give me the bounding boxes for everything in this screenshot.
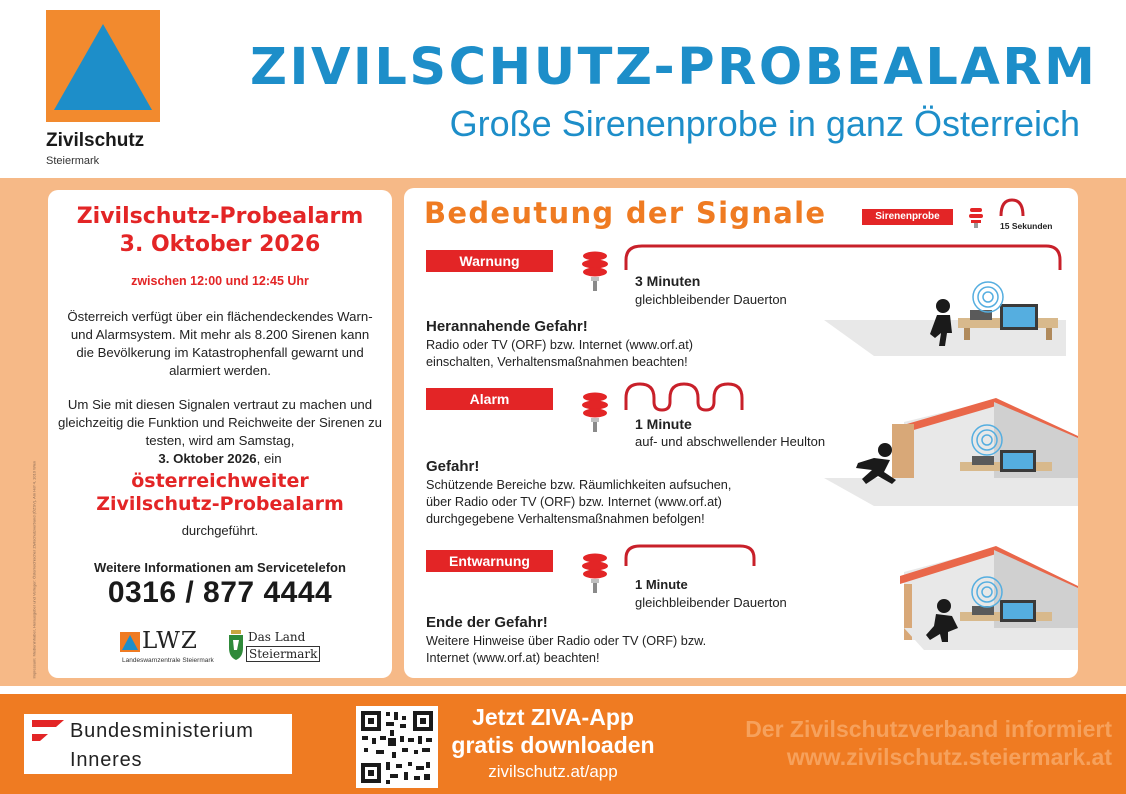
highlight-line-2: Zivilschutz-Probealarm [96, 493, 344, 515]
blue-triangle-icon [54, 24, 152, 110]
service-label: Weitere Informationen am Servicetelefon [94, 560, 346, 575]
warnung-heading: Herannahende Gefahr! [426, 318, 588, 335]
qr-code-icon [356, 706, 438, 788]
lwz-logo [120, 626, 220, 670]
entwarnung-siren-icon [582, 554, 608, 594]
alarm-desc-1: Schützende Bereiche bzw. Räumlichkeiten aufsuchen, [426, 478, 732, 492]
card-paragraph-2 [56, 396, 384, 468]
alarm-desc-3: durchgegebene Verhaltensmaßnahmen befolgen! [426, 512, 705, 526]
entwarnung-duration: 1 Minute [635, 577, 688, 592]
entwarnung-desc-2: Internet (www.orf.at) beachten! [426, 651, 600, 665]
association-url[interactable]: www.zivilschutz.steiermark.at [786, 744, 1112, 770]
entwarnung-tone: gleichbleibender Dauerton [635, 595, 787, 610]
ministry-line-2: Inneres [70, 749, 143, 771]
warnung-signal-curve [626, 246, 1060, 270]
alarm-label: Alarm [426, 388, 553, 410]
test-duration: 15 Sekunden [1000, 221, 1053, 231]
signals-card [404, 188, 1078, 678]
test-label: Sirenenprobe [862, 209, 953, 225]
qr-code[interactable] [356, 706, 438, 788]
alarm-desc-2: über Radio oder TV (ORF) bzw. Internet (www.orf.at) [426, 495, 722, 509]
card-paragraph-1: Österreich verfügt über ein flächendeckendes Warn- und Alarmsystem. Mit mehr als 8.200 Sirenen kann die Bevölkerung im Katastrophenfall gewarnt und alarmiert werden. [67, 309, 373, 378]
app-line-1: Jetzt ZIVA-App [472, 704, 634, 730]
warnung-desc-2: einschalten, Verhaltensmaßnahmen beachten! [426, 355, 688, 369]
imprint-text: Impressum: Medieninhaber, Herausgeber und Verleger: Österreichischer Zivilschutzverband (ÖZSV), Am Hof 4, 1010 Wien [31, 460, 37, 679]
steiermark-logo [228, 630, 318, 666]
alarm-house-illustration [824, 398, 1078, 506]
ministry-logo [24, 714, 292, 774]
page-title: ZIVILSCHUTZ-PROBEALARM [250, 38, 1098, 97]
page-subtitle: Große Sirenenprobe in ganz Österreich [449, 103, 1080, 144]
signals-title: Bedeutung der Signale [424, 196, 827, 230]
alarm-siren-icon [582, 393, 608, 433]
steiermark-crest-icon [228, 630, 244, 660]
entwarnung-house-illustration [900, 546, 1078, 650]
alarm-signal-wave [626, 384, 742, 410]
warnung-duration: 3 Minuten [635, 273, 701, 289]
entwarnung-desc-1: Weitere Hinweise über Radio oder TV (ORF) bzw. [426, 634, 707, 648]
logo-region: Steiermark [46, 155, 100, 167]
logo-name: Zivilschutz [46, 130, 145, 151]
entwarnung-label: Entwarnung [426, 550, 553, 572]
zivilschutz-logo [46, 10, 160, 122]
imprint [30, 400, 38, 680]
ministry-line-1: Bundesministerium [70, 720, 254, 742]
service-phone: 0316 / 877 4444 [107, 576, 333, 609]
association-info: Der Zivilschutzverband informiert [745, 716, 1112, 742]
card-title: Zivilschutz-Probealarm [76, 204, 364, 229]
highlight-line-1: österreichweiter [131, 470, 309, 492]
lwz-text: LWZ [142, 628, 198, 654]
app-url[interactable]: zivilschutz.at/app [488, 762, 618, 781]
land-line-1: Das Land [248, 630, 306, 644]
austria-flag-icon [32, 720, 64, 742]
warnung-siren-icon [582, 252, 608, 292]
card-time: zwischen 12:00 und 12:45 Uhr [131, 274, 309, 288]
card-done: durchgeführt. [181, 523, 259, 538]
paragraph-2-end: , ein [256, 451, 282, 466]
warnung-desc-1: Radio oder TV (ORF) bzw. Internet (www.orf.at) [426, 338, 693, 352]
warnung-label: Warnung [426, 250, 553, 272]
card-date: 3. Oktober 2026 [119, 232, 321, 257]
lwz-subtitle: Landeswarnzentrale Steiermark [122, 657, 214, 664]
entwarnung-heading: Ende der Gefahr! [426, 614, 548, 631]
alarm-tone: auf- und abschwellender Heulton [635, 434, 826, 449]
alarm-duration: 1 Minute [635, 416, 692, 432]
info-card [48, 190, 392, 678]
alarm-heading: Gefahr! [426, 458, 480, 475]
test-signal-arc [1001, 200, 1023, 216]
test-siren-icon [969, 208, 983, 228]
lwz-triangle-icon [120, 632, 140, 652]
paragraph-2-date: 3. Oktober 2026 [158, 451, 257, 466]
app-line-2: gratis downloaden [451, 732, 655, 758]
warnung-room-illustration [824, 282, 1066, 356]
warnung-tone: gleichbleibender Dauerton [635, 292, 787, 307]
paragraph-2-text: Um Sie mit diesen Signalen vertraut zu machen und gleichzeitig die Funktion und Reichweite der Sirenen zu testen, wird am Samstag, [57, 397, 382, 448]
entwarnung-signal-curve [626, 546, 754, 566]
land-line-2: Steiermark [246, 646, 320, 662]
